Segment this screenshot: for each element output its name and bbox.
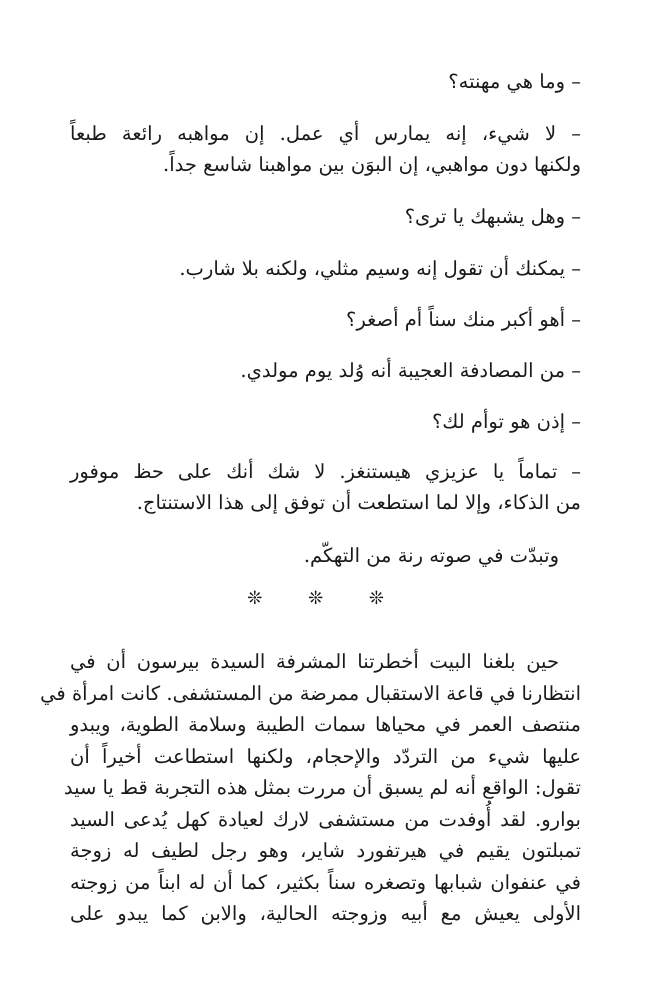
text-line: – إذن هو توأم لك؟ (431, 410, 581, 433)
text-line: – أهو أكبر منك سناً أم أصغر؟ (346, 308, 581, 331)
text-line: – يمكنك أن تقول إنه وسيم مثلي، ولكنه بلا شارب. (179, 257, 581, 280)
text-line: – من المصادفة العجيبة أنه وُلد يوم مولدي. (240, 359, 581, 382)
narration-line (70, 540, 581, 571)
paragraph-line: تقول: الواقع أنه لم يسبق أن مررت بمثل هذه التجربة قط يا سيد (63, 776, 581, 799)
dialogue-line (70, 304, 581, 335)
text-line: وتبدّت في صوته رنة من التهكّم. (303, 544, 559, 567)
dialogue-line (70, 456, 581, 518)
paragraph-line: منتصف العمر في محياها سمات الطيبة وسلامة الطوية، ويبدو (70, 713, 581, 736)
text-line: من الذكاء، وإلا لما استطعت أن توفق إلى هذا الاستنتاج. (136, 491, 581, 514)
dialogue-line (70, 201, 581, 232)
dialogue-line (70, 253, 581, 284)
text-line: – لا شيء، إنه يمارس أي عمل. إن مواهبه رائعة طبعاً (70, 122, 581, 145)
text-line: ولكنها دون مواهبي، إن البوَن بين مواهبنا شاسع جداً. (163, 153, 581, 176)
dialogue-line (70, 118, 581, 180)
text-line: – وما هي مهنته؟ (448, 70, 581, 93)
dialogue-line (70, 66, 581, 97)
paragraph-line: عليها شيء من التردّد والإحجام، ولكنها استطاعت أخيراً أن (70, 744, 581, 768)
body-paragraph (40, 646, 581, 930)
dialogue-line (70, 355, 581, 386)
book-page (40, 0, 581, 1000)
text-line: – تماماً يا عزيزي هيستنغز. لا شك أنك على حظ موفور (70, 460, 581, 483)
paragraph-line: بوارو. لقد أُوفدت من مستشفى لارك لعيادة كهل يُدعى السيد (70, 807, 581, 831)
paragraph-line: حين بلغنا البيت أخطرتنا المشرفة السيدة بيرسون أن في (70, 650, 559, 673)
text-line: – وهل يشبهك يا ترى؟ (404, 205, 581, 228)
paragraph-line: في عنفوان شبابها وتصغره سناً بكثير، كما أن له ابناً من زوجته (70, 870, 581, 894)
dialogue-line (70, 406, 581, 437)
paragraph-line: انتظارنا في قاعة الاستقبال ممرضة من المستشفى. كانت امرأة في (40, 681, 581, 705)
paragraph-line: الأولى يعيش مع أبيه وزوجته الحالية، والابن كما يبدو على (70, 902, 581, 925)
section-separator: ❊ ❊ ❊ (247, 588, 404, 609)
paragraph-line: تمبلتون يقيم في هيرتفورد شاير، وهو رجل لطيف له زوجة (70, 839, 581, 862)
